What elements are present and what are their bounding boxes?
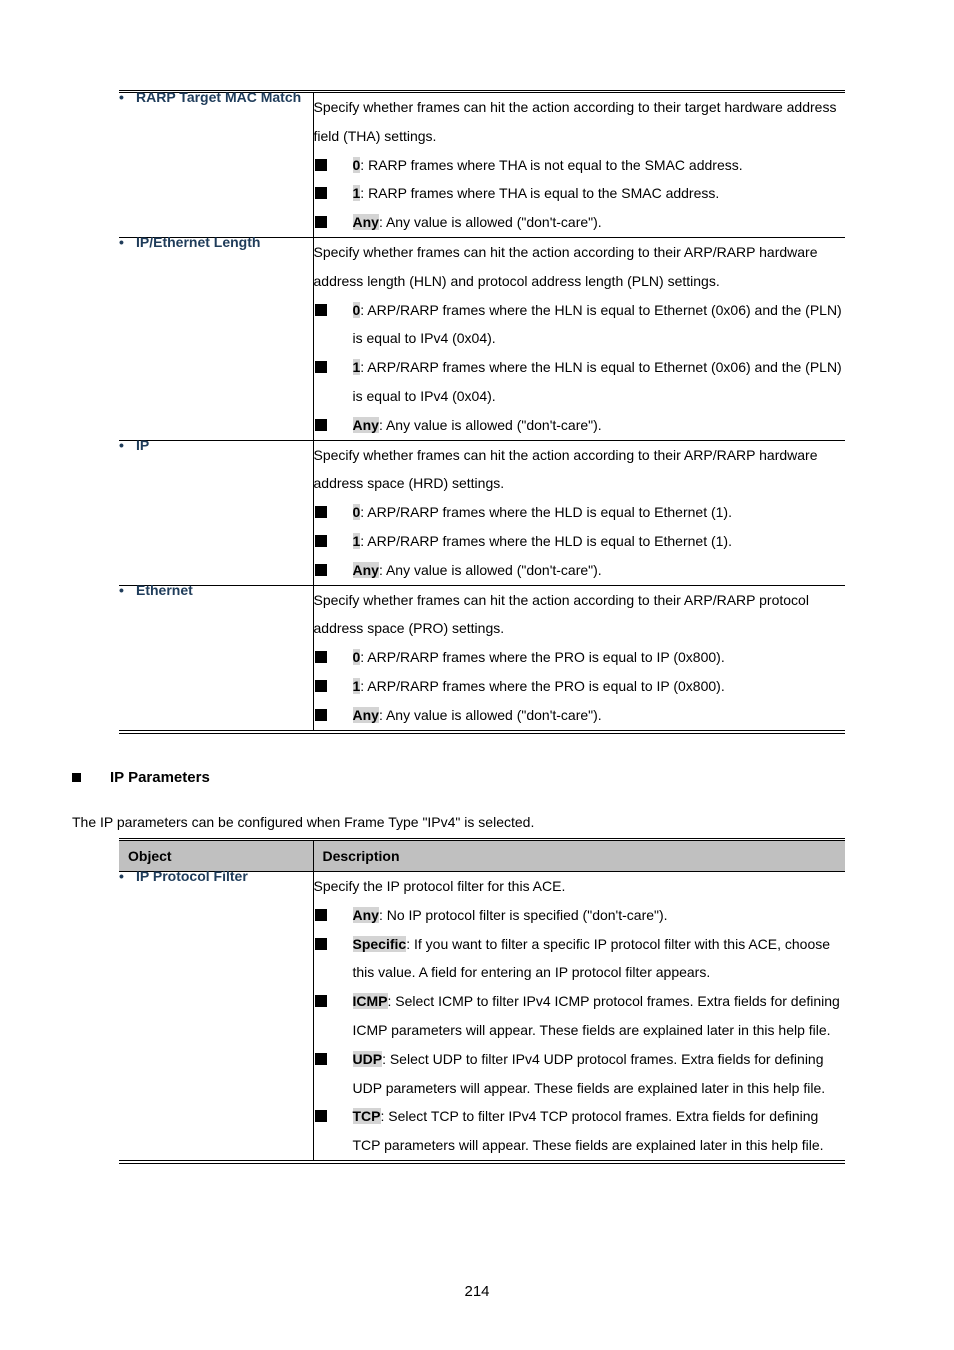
square-bullet-icon	[315, 419, 327, 431]
list-item	[314, 296, 846, 354]
option-term: Any	[352, 906, 379, 923]
object-name: RARP Target MAC Match	[136, 89, 302, 105]
description-cell	[313, 872, 845, 1162]
section-title: IP Parameters	[110, 769, 210, 786]
square-bullet-icon	[315, 1053, 327, 1065]
square-bullet-icon	[315, 938, 327, 950]
option-text: : If you want to filter a specific IP protocol filter with this ACE, choose this value. A field for entering an IP protocol filter appears.	[352, 935, 831, 981]
list-item	[314, 930, 846, 988]
bullet-dot-icon: •	[119, 89, 124, 105]
list-item	[314, 527, 846, 556]
list-item	[314, 901, 846, 930]
page-number: 214	[464, 1283, 490, 1300]
object-name: IP	[136, 436, 150, 453]
square-bullet-icon	[315, 564, 327, 576]
table-row	[119, 92, 845, 238]
list-item	[314, 701, 846, 730]
object-cell	[119, 581, 313, 731]
description-text: Specify whether frames can hit the action according to their ARP/RARP hardware address space (HRD) settings.	[313, 446, 818, 492]
square-bullet-icon	[315, 909, 327, 921]
option-text: : ARP/RARP frames where the PRO is equal to IP (0x800).	[360, 677, 725, 694]
square-bullet-icon	[315, 535, 327, 547]
description-text: Specify whether frames can hit the action according to their ARP/RARP hardware address length (HLN) and protocol address length (PLN) settings.	[313, 243, 818, 289]
header-description: Description	[313, 840, 845, 872]
arp-parameters-table	[119, 90, 845, 734]
square-bullet-icon	[315, 995, 327, 1007]
option-term: 0	[352, 649, 361, 666]
bullet-dot-icon: •	[119, 581, 124, 598]
list-item	[314, 411, 846, 440]
table-row	[119, 585, 845, 731]
option-term: 1	[352, 677, 361, 694]
option-text: : ARP/RARP frames where the HLD is equal to Ethernet (1).	[360, 532, 732, 549]
option-term: TCP	[352, 1108, 381, 1125]
option-text: : Select TCP to filter IPv4 TCP protocol frames. Extra fields for defining TCP parameters will appear. These fields are explained later in this help file.	[352, 1108, 824, 1154]
square-bullet-icon	[315, 680, 327, 692]
option-term: Any	[352, 416, 379, 433]
square-bullet-icon	[315, 506, 327, 518]
option-term: Any	[352, 214, 379, 231]
ip-parameters-table	[119, 838, 845, 1164]
option-text: : Any value is allowed ("don't-care").	[378, 416, 602, 433]
square-bullet-icon	[315, 651, 327, 663]
object-name: IP Protocol Filter	[136, 868, 248, 884]
description-text: Specify the IP protocol filter for this ACE.	[313, 878, 566, 894]
bullet-dot-icon: •	[119, 436, 124, 453]
option-text: : Any value is allowed ("don't-care").	[378, 561, 602, 578]
description-cell	[313, 440, 845, 585]
object-cell	[119, 436, 313, 585]
option-text: : Select ICMP to filter IPv4 ICMP protocol frames. Extra fields for defining ICMP parameters will appear. These fields are explained later in this help file.	[352, 993, 840, 1038]
bullet-dot-icon: •	[119, 233, 124, 250]
square-bullet-icon	[315, 304, 327, 316]
list-item	[314, 672, 846, 701]
option-term: 1	[352, 185, 361, 202]
description-cell	[313, 585, 845, 731]
option-term: 0	[352, 504, 361, 521]
object-name: IP/Ethernet Length	[136, 233, 261, 250]
table-row	[119, 440, 845, 585]
list-item	[314, 987, 846, 1045]
option-text: : ARP/RARP frames where the HLD is equal to Ethernet (1).	[360, 504, 732, 521]
option-term: Any	[352, 706, 379, 723]
list-item	[314, 353, 846, 411]
option-text: : ARP/RARP frames where the HLN is equal to Ethernet (0x06) and the (PLN) is equal to IPv4 (0x04).	[352, 359, 842, 404]
option-term: Specific	[352, 935, 407, 952]
option-text: : Select UDP to filter IPv4 UDP protocol frames. Extra fields for defining UDP parameters will appear. These fields are explained later in this help file.	[352, 1050, 826, 1096]
list-item	[314, 179, 846, 208]
option-text: : Any value is allowed ("don't-care").	[378, 706, 602, 723]
option-term: Any	[352, 561, 379, 578]
option-term: 1	[352, 532, 361, 549]
list-item	[314, 643, 846, 672]
square-bullet-icon	[315, 709, 327, 721]
list-item	[314, 1102, 846, 1160]
description-cell	[313, 237, 845, 440]
table-row	[119, 237, 845, 440]
section-heading	[72, 769, 210, 786]
option-text: : ARP/RARP frames where the HLN is equal to Ethernet (0x06) and the (PLN) is equal to IPv4 (0x04).	[352, 301, 842, 347]
description-text: Specify whether frames can hit the action according to their target hardware address field (THA) settings.	[313, 99, 837, 144]
option-text: : ARP/RARP frames where the PRO is equal to IP (0x800).	[360, 649, 725, 666]
list-item	[314, 556, 846, 585]
option-text: : RARP frames where THA is not equal to the SMAC address.	[360, 156, 743, 173]
table-row	[119, 872, 845, 1162]
square-bullet-icon	[315, 1110, 327, 1122]
list-item	[314, 208, 846, 237]
header-object: Object	[119, 840, 313, 872]
square-bullet-icon	[315, 159, 327, 171]
object-cell	[119, 233, 313, 440]
list-item	[314, 151, 846, 180]
option-term: 0	[352, 156, 361, 173]
list-item	[314, 1045, 846, 1103]
option-text: : No IP protocol filter is specified ("don't-care").	[378, 906, 668, 923]
bullet-dot-icon: •	[119, 868, 124, 884]
option-term: 1	[352, 359, 361, 376]
description-text: Specify whether frames can hit the action according to their ARP/RARP protocol address space (PRO) settings.	[313, 591, 809, 637]
option-term: ICMP	[352, 993, 388, 1010]
object-name: Ethernet	[136, 581, 193, 598]
option-text: : RARP frames where THA is equal to the SMAC address.	[360, 185, 720, 202]
description-cell	[313, 92, 845, 238]
object-cell	[119, 89, 313, 238]
list-item	[314, 498, 846, 527]
option-text: : Any value is allowed ("don't-care").	[378, 214, 602, 231]
section-intro: The IP parameters can be configured when Frame Type "IPv4" is selected.	[72, 814, 535, 830]
square-bullet-icon	[315, 216, 327, 228]
square-bullet-icon	[72, 773, 81, 782]
square-bullet-icon	[315, 187, 327, 199]
option-term: 0	[352, 301, 361, 318]
option-term: UDP	[352, 1050, 383, 1067]
object-cell	[119, 868, 313, 1162]
square-bullet-icon	[315, 361, 327, 373]
